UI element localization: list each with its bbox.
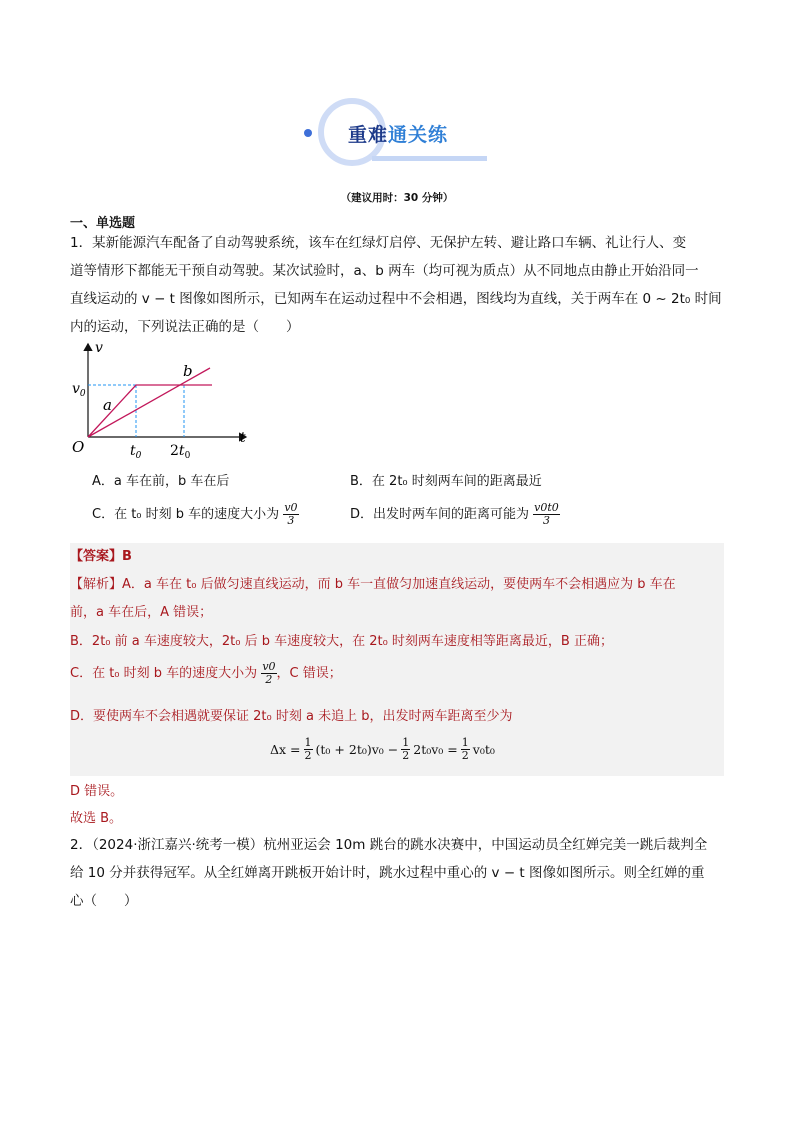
page-title: 重难通关练 (348, 124, 449, 146)
line-a-label: a (103, 396, 112, 414)
q1-line-3: 直线运动的 v − t 图像如图所示，已知两车在运动过程中不会相遇，图线均为直线，关于两车在 0 ~ 2t₀ 时间 (70, 291, 722, 307)
analysis-d-wrong: D 错误。 (70, 784, 124, 799)
q1-line-4: 内的运动，下列说法正确的是（ ） (70, 319, 300, 335)
q2-line-3: 心（ ） (70, 893, 138, 909)
option-c-fraction: $\frac{v0}{3}$ (284, 501, 298, 527)
q1-line-2: 道等情形下都能无干预自动驾驶。某次试验时，a、b 两车（均可视为质点）从不同地点由静止开始沿同一 (70, 263, 699, 279)
analysis-line-c: C．在 t₀ 时刻 b 车的速度大小为 $\frac{v0}{2}$ ，C 错误； (70, 660, 342, 686)
option-a[interactable]: A．a 车在前，b 车在后 (92, 474, 230, 489)
option-b[interactable]: B．在 2t₀ 时刻两车间的距离最近 (350, 474, 542, 489)
q2-line-2: 给 10 分并获得冠军。从全红婵离开跳板开始计时，跳水过程中重心的 v − t 图像如图所示。则全红婵的重 (70, 865, 705, 881)
2t0-tick-label: $2t_0$ (170, 443, 191, 461)
v0-tick-label: $v_0$ (72, 381, 86, 399)
option-c[interactable]: C．在 t₀ 时刻 b 车的速度大小为 $\frac{v0}{3}$ (92, 501, 298, 527)
q1-line-1: 1．某新能源汽车配备了自动驾驶系统，该车在红绿灯启停、无保护左转、避让路口车辆、礼让行人、变 (70, 235, 687, 251)
q2-line-1: 2．（2024·浙江嘉兴·统考一模）杭州亚运会 10m 跳台的跳水决赛中，中国运动员全红婵完美一跳后裁判全 (70, 837, 708, 853)
vt-graph (70, 338, 260, 463)
section-heading: 一、单选题 (70, 216, 136, 231)
analysis-choose: 故选 B。 (70, 811, 123, 826)
origin-label: O (72, 438, 85, 456)
option-d[interactable]: D．出发时两车间的距离可能为 $\frac{v0t0}{3}$ (350, 501, 559, 527)
v-axis-label: v (95, 340, 103, 356)
analysis-line-2: 前，a 车在后，A 错误； (70, 605, 213, 620)
t-axis-label: t (240, 430, 246, 446)
analysis-line-d: D．要使两车不会相遇就要保证 2t₀ 时刻 a 未追上 b，出发时两车距离至少为 (70, 709, 513, 724)
analysis-line-1: 【解析】A．a 车在 t₀ 后做匀速直线运动，而 b 车一直做匀加速直线运动，要使两车不会相遇应为 b 车在 (70, 577, 676, 592)
line-b-label: b (183, 362, 193, 380)
answer-line: 【答案】B (70, 549, 132, 564)
suggested-time: （建议用时：30 分钟） (340, 192, 454, 204)
option-d-fraction: $\frac{v0t0}{3}$ (534, 501, 559, 527)
distance-formula: Δx = $\frac{1}{2}$ (t₀ + 2t₀)v₀ − $\frac{1}{2}$ 2t₀v₀ = $\frac{1}{2}$ v₀t₀ (270, 736, 495, 762)
t0-tick-label: $t_0$ (130, 443, 142, 461)
analysis-c-fraction: $\frac{v0}{2}$ (262, 660, 276, 686)
analysis-line-3: B．2t₀ 前 a 车速度较大，2t₀ 后 b 车速度较大，在 2t₀ 时刻两车速度相等距离最近，B 正确； (70, 634, 613, 649)
section-title-banner (300, 96, 500, 166)
